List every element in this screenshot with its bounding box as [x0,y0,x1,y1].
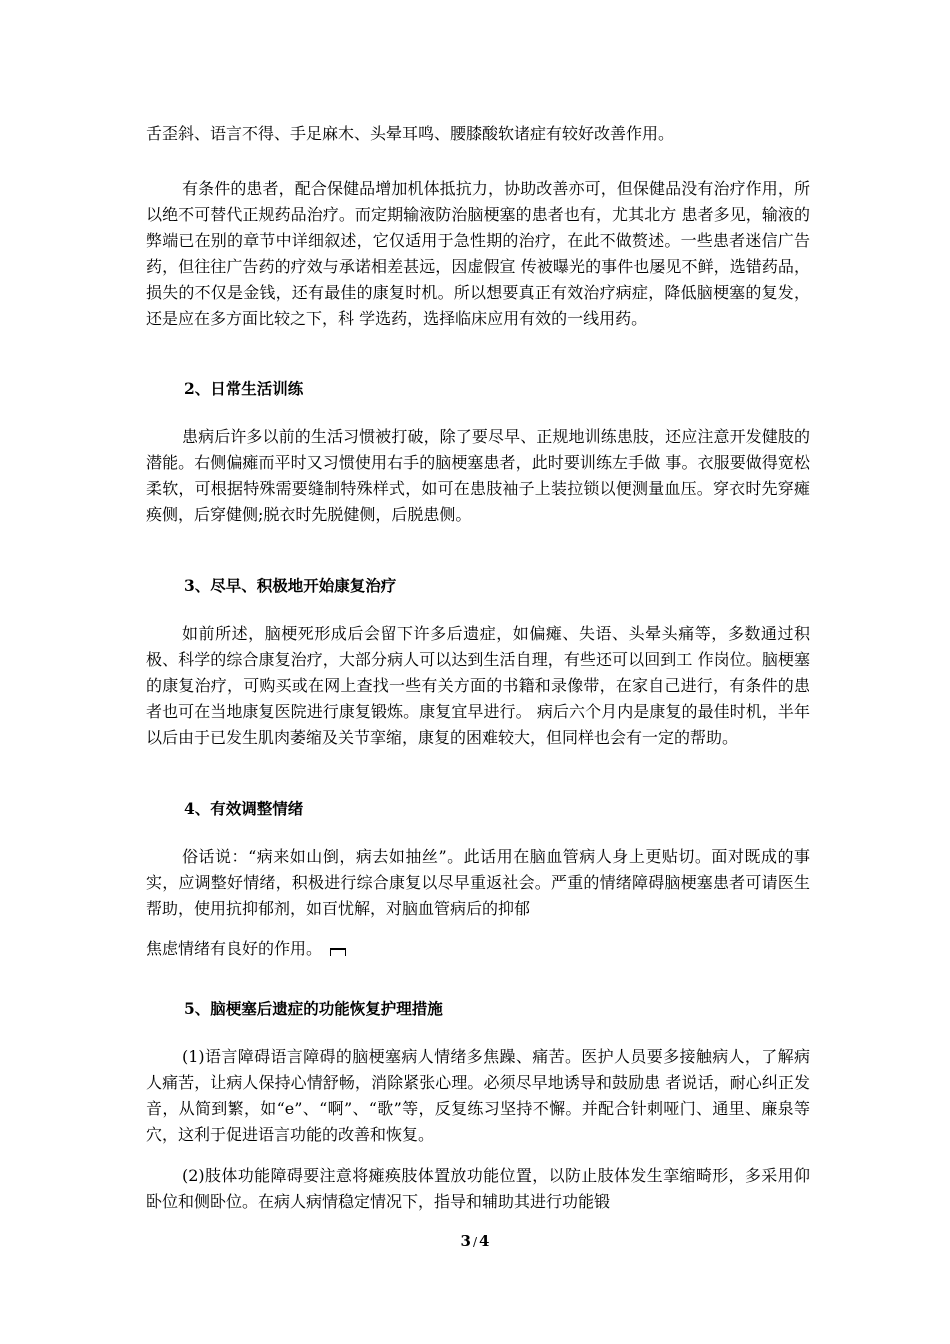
page-current: 3 [460,1232,471,1250]
paragraph-emotion-end [146,936,810,962]
paragraph-daily-training: 患病后许多以前的生活习惯被打破，除了要尽早、正规地训练患肢，还应注意开发健肢的潜能。右侧偏瘫而平时又习惯使用右手的脑梗塞患者，此时要训练左手做 事。衣服要做得宽松柔软，可根据特殊需要缝制特殊样式，如可在患肢袖子上装拉锁以便测量血压。穿衣时先穿瘫痪侧，后穿健侧;脱衣时先脱健侧，后脱患侧。 [146,427,810,524]
section-heading-2: 2、日常生活训练 [184,379,304,398]
bracket-mark-icon [330,948,346,956]
page-total: 4 [479,1232,490,1250]
paragraph-continued: 舌歪斜、语言不得、手足麻木、头晕耳鸣、腰膝酸软诸症有较好改善作用。 [146,124,675,143]
page-separator: / [472,1235,478,1249]
section-heading-3: 3、尽早、积极地开始康复治疗 [184,576,397,595]
page-number [0,1230,950,1253]
section-heading-5: 5、脑梗塞后遗症的功能恢复护理措施 [184,999,443,1018]
paragraph-rehabilitation: 如前所述，脑梗死形成后会留下许多后遗症，如偏瘫、失语、头晕头痛等，多数通过积极、科学的综合康复治疗，大部分病人可以达到生活自理，有些还可以回到工 作岗位。脑梗塞的康复治疗，可购买或在网上查找一些有关方面的书籍和录像带，在家自己进行，有条件的患者也可在当地康复医院进行康复锻炼。康复宜早进行。 病后六个月内是康复的最佳时机，半年以后由于已发生肌肉萎缩及关节挛缩，康复的困难较大，但同样也会有一定的帮助。 [146,624,810,747]
paragraph-emotion: 俗话说：“病来如山倒，病去如抽丝”。此话用在脑血管病人身上更贴切。面对既成的事实，应调整好情绪，积极进行综合康复以尽早重返社会。严重的情绪障碍脑梗塞患者可请医生帮助，使用抗抑郁剂，如百忧解，对脑血管病后的抑郁 [146,847,810,918]
paragraph-health-products: 有条件的患者，配合保健品增加机体抵抗力，协助改善亦可，但保健品没有治疗作用，所以绝不可替代正规药品治疗。而定期输液防治脑梗塞的患者也有，尤其北方 患者多见，输液的弊端已在别的章节中详细叙述，它仅适用于急性期的治疗，在此不做赘述。一些患者迷信广告药，但往往广告药的疗效与承诺相差甚远，因虚假宣 传被曝光的事件也屡见不鲜，选错药品，损失的不仅是金钱，还有最佳的康复时机。所以想要真正有效治疗病症，降低脑梗塞的复发，还是应在多方面比较之下，科 学选药，选择临床应用有效的一线用药。 [146,179,810,328]
section-heading-4: 4、有效调整情绪 [184,799,304,818]
paragraph-limb-disorder: (2)肢体功能障碍要注意将瘫痪肢体置放功能位置，以防止肢体发生挛缩畸形，多采用仰卧位和侧卧位。在病人病情稳定情况下，指导和辅助其进行功能锻 [146,1166,810,1211]
paragraph-emotion-end-text: 焦虑情绪有良好的作用。 [146,939,323,958]
paragraph-language-disorder: (1)语言障碍语言障碍的脑梗塞病人情绪多焦躁、痛苦。医护人员要多接触病人，了解病人痛苦，让病人保持心情舒畅，消除紧张心理。必须尽早地诱导和鼓励患 者说话，耐心纠正发音，从简到繁，如“e”、“啊”、“歌”等，反复练习坚持不懈。并配合针刺哑门、通里、廉泉等穴，这利于促进语言功能的改善和恢复。 [146,1047,810,1144]
